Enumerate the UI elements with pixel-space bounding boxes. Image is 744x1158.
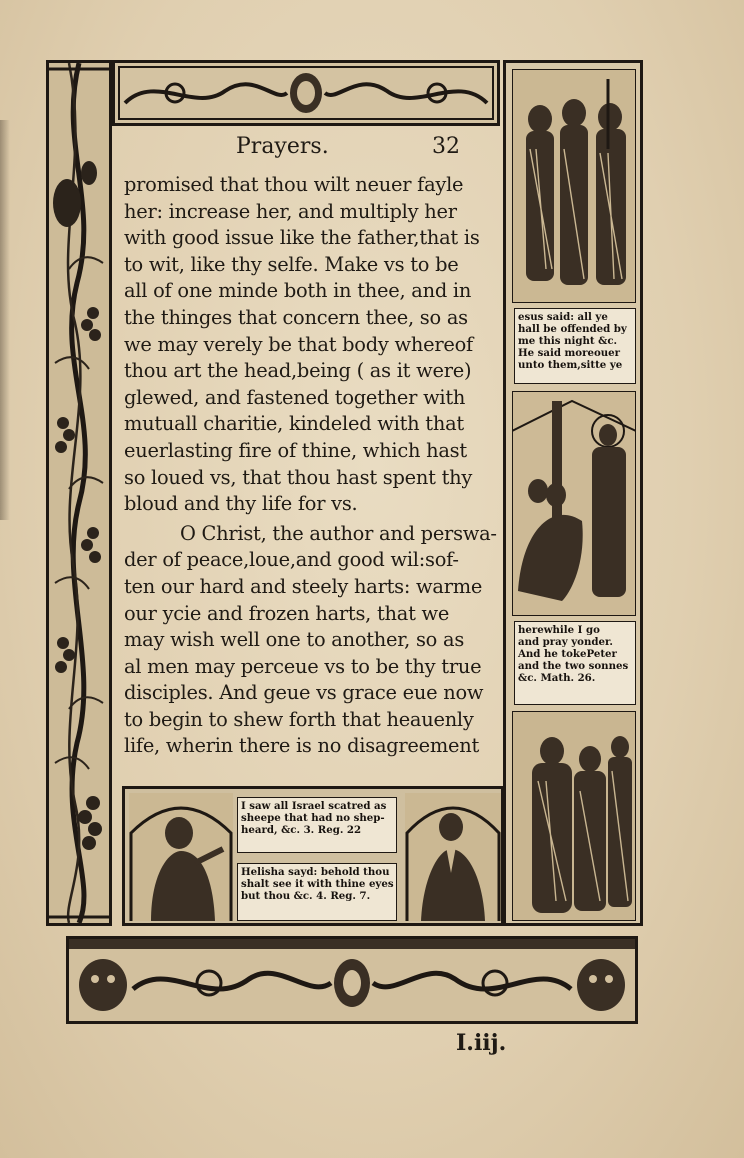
caption-line: I saw all Israel scatred as (241, 800, 387, 812)
text-line: euerlasting fire of thine, which hast (124, 438, 467, 462)
bottom-caption-2 (237, 863, 397, 921)
text-line: ten our hard and steely harts: warme (124, 574, 483, 598)
right-caption-2 (514, 621, 636, 705)
left-vine-border (46, 60, 112, 926)
top-ornament-border (112, 60, 500, 126)
caption-line: unto them,sitte ye (518, 359, 623, 371)
prophet-right-woodcut-image (405, 793, 501, 921)
caption-line: and the two sonnes (518, 660, 629, 672)
caption-line: &c. Math. 26. (518, 672, 596, 684)
text-line: disciples. And geue vs grace eue now (124, 681, 484, 705)
text-line: to begin to shew forth that heauenly (124, 707, 474, 731)
page-edge-shadow (0, 120, 10, 520)
caption-line: He said moreouer (518, 347, 621, 359)
text-line: our ycie and frozen harts, that we (124, 601, 450, 625)
text-line: all of one minde both in thee, and in (124, 279, 472, 303)
text-line: thou art the head,being ( as it were) (124, 359, 472, 383)
text-line: mutuall charitie, kindeled with that (124, 412, 464, 436)
caption-line: shalt see it with thine eyes (241, 878, 394, 890)
caption-line: esus said: all ye (518, 311, 608, 323)
caption-line: herewhile I go (518, 624, 600, 636)
vine-woodcut-image (49, 63, 109, 923)
right-caption-1 (514, 308, 636, 384)
text-line: al men may perceue vs to be thy true (124, 654, 482, 678)
text-line: with good issue like the father,that is (124, 226, 480, 250)
caption-line: and pray yonder. (518, 636, 613, 648)
text-line: life, wherin there is no disagreement (124, 734, 480, 758)
grotesque-frieze-image (69, 939, 635, 1021)
bottom-caption-1 (237, 797, 397, 853)
text-line: to wit, like thy selfe. Make vs to be (124, 252, 459, 276)
prayer-text (124, 172, 504, 760)
text-line: the thinges that concern thee, so as (124, 305, 468, 329)
caption-line: me this night &c. (518, 335, 618, 347)
main-text-block (124, 126, 504, 786)
garden-prayer-woodcut-image (512, 391, 636, 616)
prophet-left-woodcut-image (129, 793, 233, 921)
text-line: glewed, and fastened together with (124, 385, 466, 409)
bottom-ornament-border (66, 936, 638, 1024)
caption-line: hall be offended by (518, 323, 627, 335)
text-line: we may verely be that body whereof (124, 332, 473, 356)
scroll-ornament-image (115, 63, 497, 123)
running-head-title: Prayers. (236, 134, 329, 159)
caption-line: heard, &c. 3. Reg. 22 (241, 824, 362, 836)
text-line: bloud and thy life for vs. (124, 492, 358, 516)
text-line: promised that thou wilt neuer fayle (124, 173, 464, 196)
procession-woodcut-image (512, 711, 636, 921)
caption-line: but thou &c. 4. Reg. 7. (241, 890, 371, 902)
paragraph-start-line: O Christ, the author and perswa- (180, 521, 497, 545)
page-number: 32 (432, 134, 460, 159)
apostles-woodcut-image (512, 69, 636, 303)
caption-line: And he tokePeter (518, 648, 617, 660)
bottom-illustration-panel (122, 786, 504, 926)
signature-mark: I.iij. (456, 1030, 507, 1056)
caption-line: Helisha sayd: behold thou (241, 866, 390, 878)
text-line: may wish well one to another, so as (124, 628, 465, 652)
text-line: der of peace,loue,and good wil:sof- (124, 548, 459, 572)
text-line: her: increase her, and multiply her (124, 199, 457, 223)
caption-line: sheepe that had no shep- (241, 812, 385, 824)
text-line: so loued vs, that thou hast spent thy (124, 465, 473, 489)
right-illustration-column (503, 60, 643, 926)
